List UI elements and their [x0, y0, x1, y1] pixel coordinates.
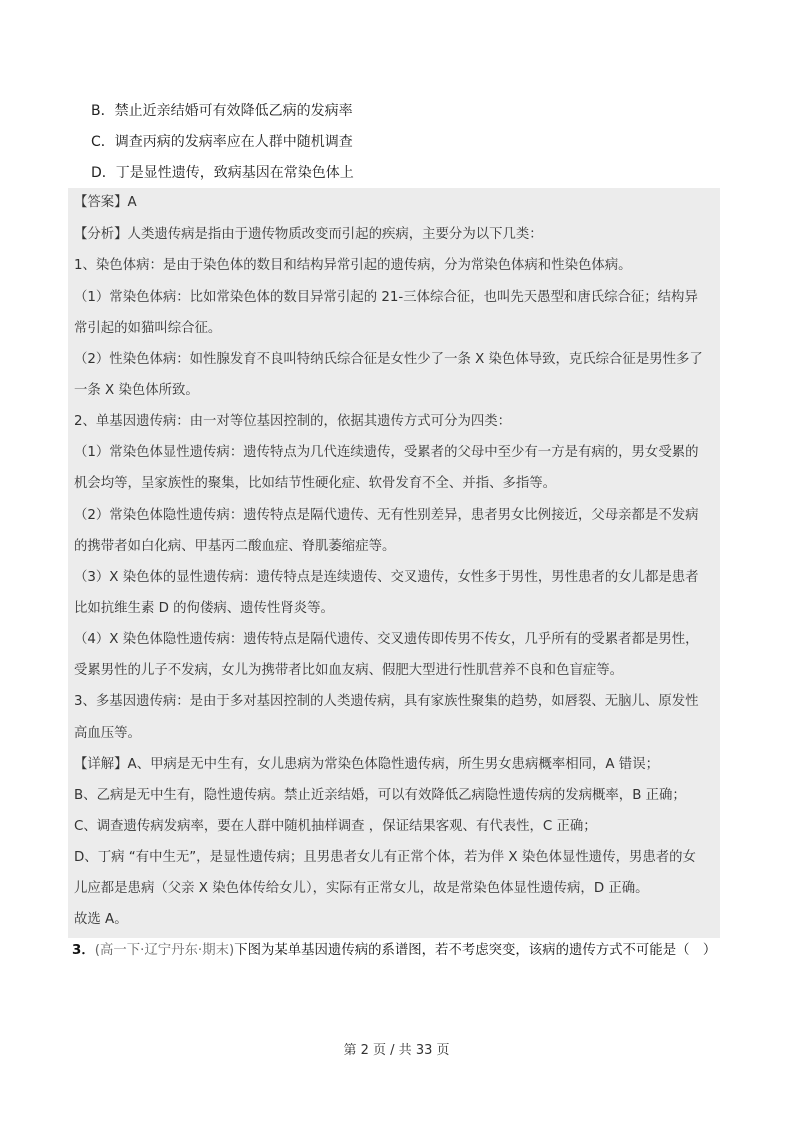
question-source: (高一下·辽宁丹东·期末): [94, 943, 235, 958]
option-d: D．丁是显性遗传，致病基因在常染色体上: [91, 165, 354, 181]
answer-line: 故选 A。: [74, 912, 128, 927]
answer-line: 1、染色体病：是由于染色体的数目和结构异常引起的遗传病，分为常染色体病和性染色体病。: [74, 258, 632, 273]
answer-line: （4）X 染色体隐性遗传病：遗传特点是隔代遗传、交叉遗传即传男不传女，几乎所有的受累者都是男性，: [74, 632, 699, 647]
question-text: 下图为某单基因遗传病的系谱图，若不考虑突变，该病的遗传方式不可能是（ ）: [234, 943, 717, 958]
answer-line: 的携带者如白化病、甲基丙二酸血症、脊肌萎缩症等。: [74, 539, 396, 554]
answer-line: 2、单基因遗传病：由一对等位基因控制的，依据其遗传方式可分为四类：: [74, 414, 512, 429]
answer-line: （3）X 染色体的显性遗传病：遗传特点是连续遗传、交叉遗传，女性多于男性，男性患者的女儿都是患者: [74, 570, 699, 585]
answer-line: 儿应都是患病（父亲 X 染色体传给女儿），实际有正常女儿，故是常染色体显性遗传病，D 正确。: [74, 881, 649, 896]
answer-line: （2）性染色体病：如性腺发育不良叫特纳氏综合征是女性少了一条 X 染色体导致，克氏综合征是男性多了: [74, 352, 703, 367]
answer-line: D、丁病 “有中生无”，是显性遗传病；且男患者女儿有正常个体，若为伴 X 染色体显性遗传，男患者的女: [74, 850, 696, 865]
answer-line: （1）常染色体显性遗传病：遗传特点为几代连续遗传，受累者的父母中至少有一方是有病的，男女受累的: [74, 445, 699, 460]
answer-line: 一条 X 染色体所致。: [74, 383, 199, 398]
answer-line: （2）常染色体隐性遗传病：遗传特点是隔代遗传、无有性别差异，患者男女比例接近，父母亲都是不发病: [74, 508, 699, 523]
option-c: C．调查丙病的发病率应在人群中随机调查: [91, 134, 353, 150]
answer-line: 【详解】A、甲病是无中生有，女儿患病为常染色体隐性遗传病，所生男女患病概率相同，A 错误；: [74, 757, 659, 772]
answer-line: 常引起的如猫叫综合征。: [74, 321, 222, 336]
question-3: [72, 941, 732, 961]
answer-line: 比如抗维生素 D 的佝偻病、遗传性肾炎等。: [74, 601, 334, 616]
answer-line: C、调查遗传病发病率，要在人群中随机抽样调查 ，保证结果客观、有代表性，C 正确；: [74, 819, 597, 834]
answer-line: 受累男性的儿子不发病，女儿为携带者比如血友病、假肥大型进行性肌营养不良和色盲症等。: [74, 663, 624, 678]
answer-options: [91, 96, 731, 189]
answer-line: 【答案】A: [74, 195, 137, 210]
question-number: 3．: [72, 943, 95, 958]
page-footer: 第 2 页 / 共 33 页: [343, 1043, 450, 1058]
answer-line: 3、多基因遗传病：是由于多对基因控制的人类遗传病，具有家族性聚集的趋势，如唇裂、无脑儿、原发性: [74, 694, 699, 709]
answer-line: （1）常染色体病：比如常染色体的数目异常引起的 21-三体综合征，也叫先天愚型和唐氏综合征；结构异: [74, 290, 698, 305]
option-b: B．禁止近亲结婚可有效降低乙病的发病率: [91, 103, 353, 119]
answer-line: 【分析】人类遗传病是指由于遗传物质改变而引起的疾病，主要分为以下几类：: [74, 227, 543, 242]
answer-line: 高血压等。: [74, 726, 141, 741]
answer-line: 机会均等，呈家族性的聚集，比如结节性硬化症、软骨发育不全、并指、多指等。: [74, 476, 557, 491]
answer-line: B、乙病是无中生有，隐性遗传病。禁止近亲结婚，可以有效降低乙病隐性遗传病的发病概率，B 正确；: [74, 788, 686, 803]
